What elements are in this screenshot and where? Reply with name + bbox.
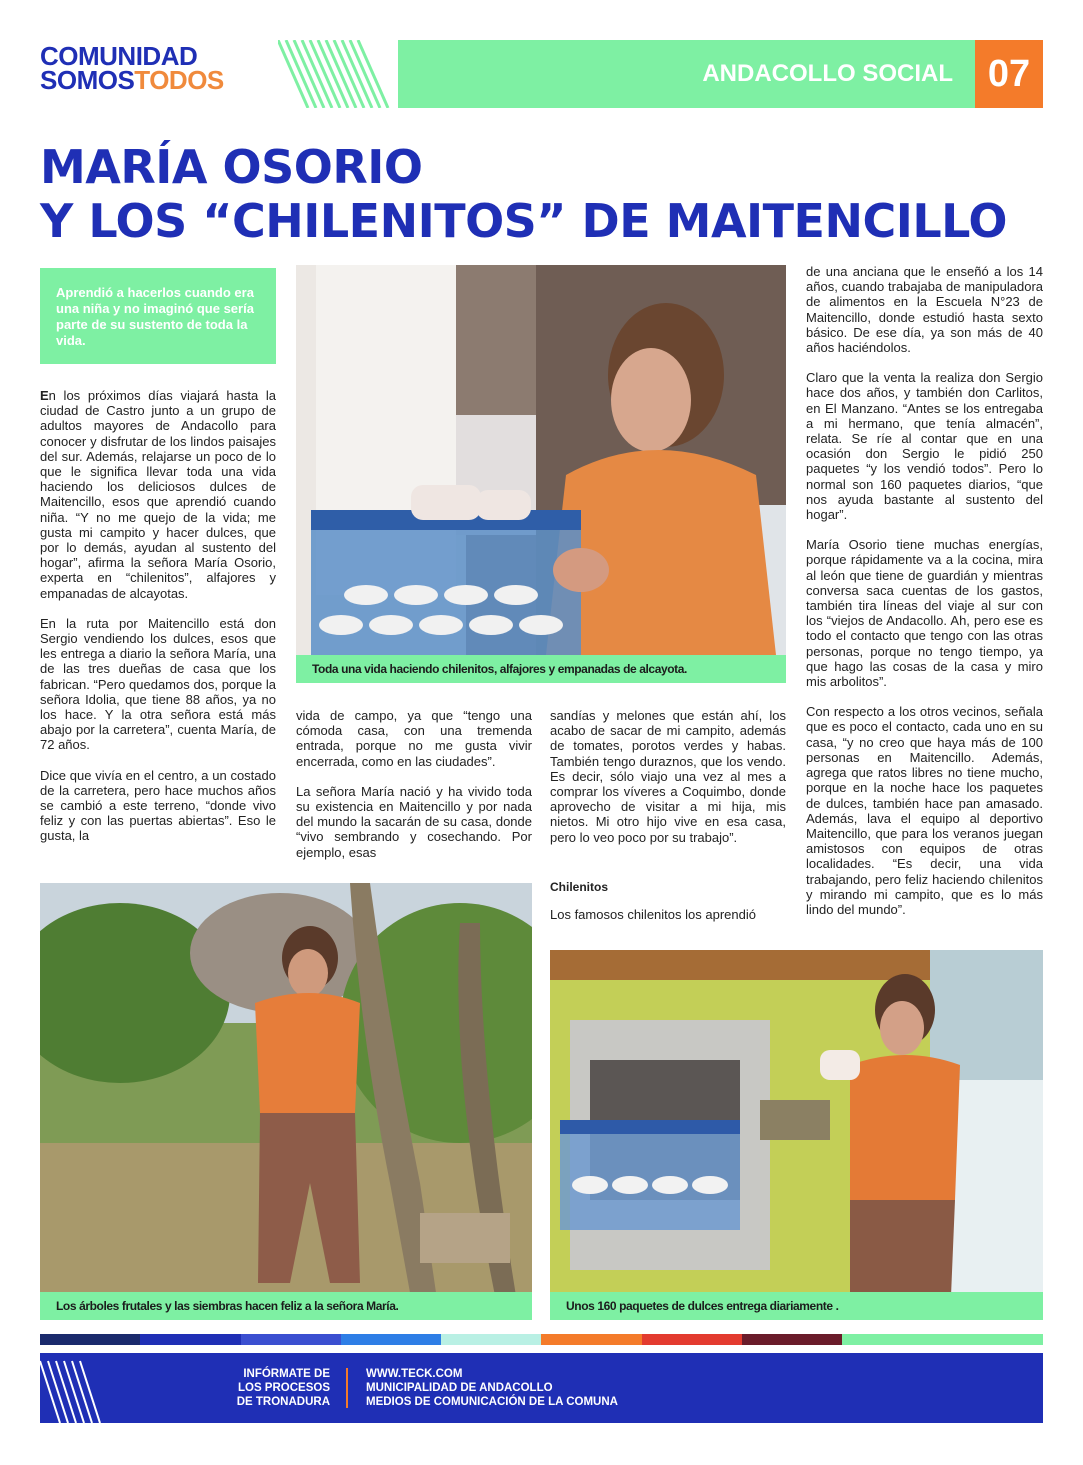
paragraph: Claro que la venta la realiza don Sergio hace dos años, y también don Carlitos, en El Manzano. “Antes se los entregaba a mi hermano, que tenía almacén”, relata. Se ríe al contar que en una ocasión don Sergio le pidió 250 paquetes “y los vendió todos”. Pero lo normal son 160 paquetes diarios, “que nos ayuda bastante al sustento del hogar”. (806, 370, 1043, 523)
photo-caption: Unos 160 paquetes de dulces entrega diariamente . (550, 1292, 1043, 1320)
photo-illustration (40, 883, 532, 1320)
photo-woman-in-garden (40, 883, 532, 1320)
brand-todos: TODOS (134, 65, 224, 95)
photo-illustration (550, 950, 1043, 1320)
title-line2: Y LOS “CHILENITOS” DE MAITENCILLO (40, 194, 1007, 248)
paragraph: Dice que vivía en el centro, a un costado de la carretera, pero hace muchos años se cambió a este terreno, “donde vivo feliz y con las puertas abiertas”. Eso le gusta, la (40, 767, 276, 844)
footer-website-link[interactable]: WWW.TECK.COM (366, 1368, 463, 1380)
footer-tagline-line: INFÓRMATE DE (243, 1368, 330, 1380)
paragraph: En los próximos días viajará hasta la ciudad de Castro junto a un grupo de adultos mayores de Andacollo para conocer y disfrutar de los lindos paisajes del sur. Además, relajarse un poco de lo que le significa llevar toda una vida haciendo los deliciosos dulces de Maitencillo, esos que aprendió cuando niña. “Y no me quejo de la vida; me gusta mi campito y hacer dulces, que por lo demás, ayudan al sustento del hogar”, afirma la señora María Osorio, experta en “chilenitos”, alfajores y empanadas de alcayotas. (40, 388, 276, 601)
footer-tagline (200, 1367, 330, 1409)
footer-text-line: MEDIOS DE COMUNICACIÓN DE LA COMUNA (366, 1396, 618, 1408)
article-title (40, 140, 1007, 248)
body-column-3 (550, 708, 786, 937)
footer-tagline-line: LOS PROCESOS (237, 1382, 330, 1394)
photo-caption: Los árboles frutales y las siembras hacen feliz a la señora María. (40, 1292, 532, 1320)
paragraph: La señora María nació y ha vivido toda su existencia en Maitencillo y por nada del mundo la sacarán de su casa, donde “vivo sembrando y cosechando. Por ejemplo, esas (296, 783, 532, 860)
footer-stripes-decoration (40, 1353, 110, 1423)
body-column-4 (806, 264, 1043, 932)
paragraph: sandías y melones que están ahí, los acabo de sacar de mi campito, además de tomates, porotos verdes y habas. También tengo duraznos, que los vendo. Es decir, sólo viajo una vez al mes a comprar los víveres a Coquimbo, donde aprovecho de visitar a mi hija, mis nietos. Mi otro hijo vive en esa casa, pero lo veo poco por su trabajo”. (550, 708, 786, 845)
body-column-1 (40, 388, 276, 859)
title-line1: MARÍA OSORIO (40, 140, 423, 194)
header-stripes-decoration (278, 40, 398, 108)
page-number: 07 (975, 40, 1043, 108)
photo-caption: Toda una vida haciendo chilenitos, alfajores y empanadas de alcayota. (296, 655, 786, 683)
color-segment-divider (40, 1334, 1043, 1345)
subheading: Chilenitos (550, 879, 609, 894)
photo-woman-with-sweets-container (296, 265, 786, 683)
footer-separator (346, 1368, 348, 1408)
footer-links (366, 1367, 618, 1409)
paragraph: Los famosos chilenitos los aprendió (550, 907, 756, 923)
paragraph: vida de campo, ya que “tengo una cómoda casa, con una tremenda entrada, porque no me gusta vivir encerrada, como en las ciudades”. (296, 708, 532, 769)
paragraph: María Osorio tiene muchas energías, porque rápidamente va a la cocina, mira al león que tiene de guardián y mientras conversa saca cuentas de los gastos, también tira líneas del viaje al sur con los “viejos de Andacollo. Ah, pero ese es todo el contacto que tengo con las otras personas, porque no tengo tiempo, ya que hago las cosas de la casa y miro mis arbolitos”. (806, 537, 1043, 690)
brand-line1: COMUNIDAD (40, 41, 198, 71)
paragraph: de una anciana que le enseñó a los 14 años, cuando trabajaba de manipuladora de alimentos en la Escuela N°23 de Maitencillo, donde estudió hasta sexto básico. De ese día, ya son más de 40 años haciéndolos. (806, 264, 1043, 356)
paragraph: Con respecto a los otros vecinos, señala que es poco el contacto, cada uno en su casa, “y no creo que haya más de 100 personas en Maitencillo. Además, agrega que ratos libres no tiene mucho, porque en la noche hace los paquetes de dulces, también hace pan amasado. Además, lava el equipo al deportivo Maitencillo, que para los veranos juegan amistosos con equipos de otras localidades. “Es decir, una vida trabajando, pero feliz haciendo chilenitos y mirando mi campito, que es lo más lindo del mundo”. (806, 704, 1043, 917)
section-name: ANDACOLLO SOCIAL (702, 60, 953, 87)
photo-woman-in-kitchen (550, 950, 1043, 1320)
brand-logo (40, 41, 224, 95)
brand-line2 (40, 65, 224, 95)
brand-somos: SOMOS (40, 65, 135, 95)
footer-text-line: MUNICIPALIDAD DE ANDACOLLO (366, 1382, 553, 1394)
footer-tagline-line: DE TRONADURA (236, 1396, 330, 1408)
photo-illustration (296, 265, 786, 683)
body-column-2 (296, 708, 532, 875)
paragraph: En la ruta por Maitencillo está don Sergio vendiendo los dulces, esos que les entrega a diario la señora María, una de las tres dueñas de casa que los fabrican. “Pero quedamos dos, porque la señora Idolia, que tiene 88 años, ya no los hace. Y la otra señora está más abajo por la carretera”, cuenta María, de 72 años. (40, 615, 276, 753)
article-lede: Aprendió a hacerlos cuando era una niña y no imaginó que sería parte de su sustento de toda la vida. (40, 268, 276, 364)
